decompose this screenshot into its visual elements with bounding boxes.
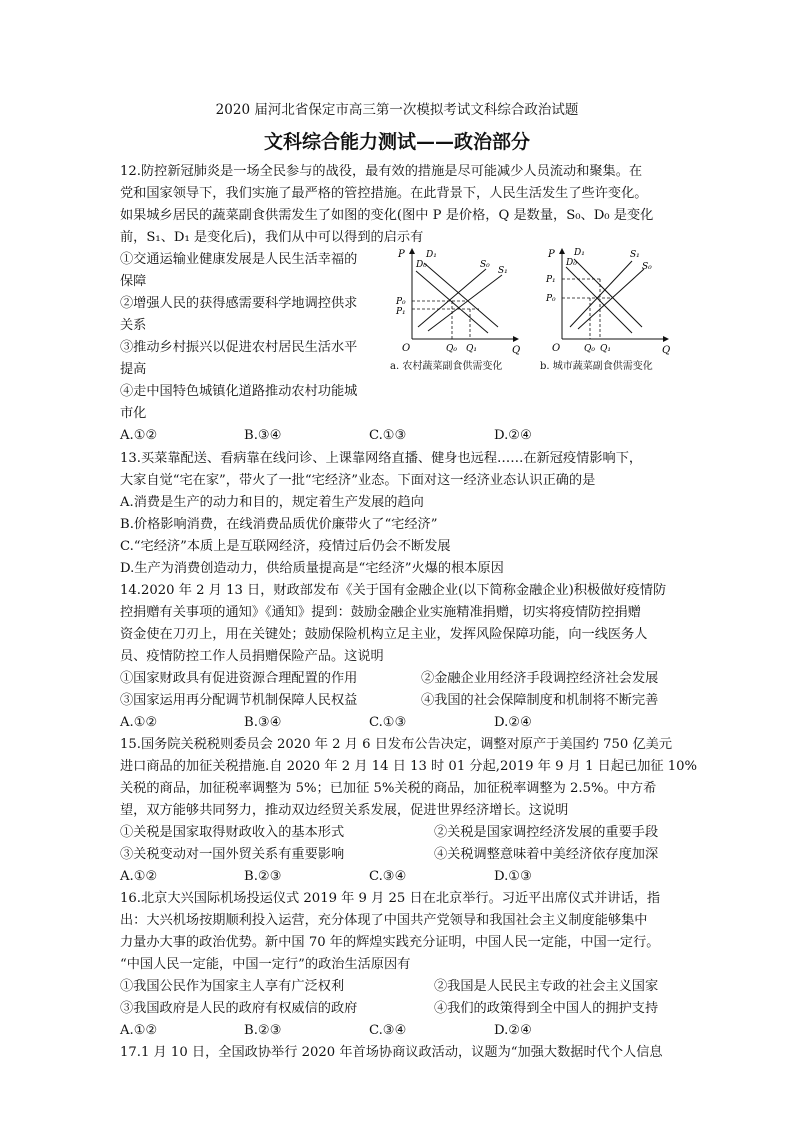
figure-a-q0-label: Q₀ bbox=[446, 344, 457, 354]
q12-statement-3: ③推动乡村振兴以促进农村居民生活水平 bbox=[120, 340, 358, 355]
q14-statement-2: ②金融企业用经济手段调控经济社会发展 bbox=[421, 671, 659, 686]
figure-a-rural-supply-demand bbox=[384, 243, 524, 373]
q16-option-a: A.①② bbox=[120, 1023, 158, 1038]
q15-option-a: A.①② bbox=[120, 869, 158, 884]
q14-statement-1: ①国家财政具有促进资源合理配置的作用 bbox=[120, 671, 358, 686]
q14-stem-line-2: 控捐赠有关事项的通知》《通知》提到：鼓励金融企业实施精准捐赠，切实将疫情防控捐赠 bbox=[120, 605, 641, 620]
figure-a-graph bbox=[384, 243, 524, 355]
q15-stem-line-2: 进口商品的加征关税措施.自 2020 年 2 月 14 日 13 时 01 分起,2019 年 9 月 1 日起已加征 10% bbox=[120, 759, 698, 774]
q12-statement-4-cont: 市化 bbox=[120, 406, 147, 421]
q12-statement-2: ②增强人民的获得感需要科学地调控供求 bbox=[120, 296, 358, 311]
q12-statement-2-cont: 关系 bbox=[120, 318, 147, 333]
figure-a-d1-curve bbox=[424, 263, 498, 327]
q14-option-c: C.①③ bbox=[369, 715, 407, 730]
figure-b-urban-supply-demand bbox=[534, 243, 674, 373]
q16-stem-line-3: 力量办大事的政治优势。新中国 70 年的辉煌实践充分证明，中国人民一定能，中国一定行。 bbox=[120, 935, 660, 950]
exam-title: 2020 届河北省保定市高三第一次模拟考试文科综合政治试题 bbox=[215, 102, 579, 118]
q16-stem-line-2: 出：大兴机场按期顺利投入运营，充分体现了中国共产党领导和我国社会主义制度能够集中 bbox=[120, 913, 648, 928]
q12-option-b: B.③④ bbox=[244, 428, 282, 443]
q14-option-a: A.①② bbox=[120, 715, 158, 730]
q16-option-b: B.②③ bbox=[244, 1023, 282, 1038]
figure-b-s1-label: S₁ bbox=[630, 250, 640, 260]
figure-b-p1-label: P₁ bbox=[546, 275, 556, 285]
q16-stem-line-4: “中国人民一定能，中国一定行”的政治生活原因有 bbox=[120, 957, 411, 972]
figure-b-s1-curve bbox=[570, 261, 632, 327]
q15-option-d: D.①③ bbox=[494, 869, 532, 884]
figure-a-caption: a. 农村蔬菜副食供需变化 bbox=[390, 361, 503, 372]
q14-stem-line-4: 员、疫情防控工作人员捐赠保险产品。这说明 bbox=[120, 649, 384, 664]
q14-statement-4: ④我国的社会保障制度和机制将不断完善 bbox=[421, 693, 659, 708]
figure-b-d0-curve bbox=[566, 267, 632, 333]
supply-demand-figures bbox=[384, 243, 674, 373]
figure-b-p0-label: P₀ bbox=[546, 294, 556, 304]
q12-option-d: D.②④ bbox=[494, 428, 532, 443]
figure-a-p0-label: P₀ bbox=[396, 297, 406, 307]
q15-statement-3: ③关税变动对一国外贸关系有重要影响 bbox=[120, 847, 345, 862]
q15-stem-line-4: 望，双方能够共同努力，推动双边经贸关系发展，促进世界经济增长。这说明 bbox=[120, 803, 569, 818]
q12-stem-line-3: 如果城乡居民的蔬菜副食供需发生了如图的变化(图中 P 是价格，Q 是数量，S₀、D₀ 是变化 bbox=[120, 208, 654, 223]
q12-stem-line-2: 党和国家领导下，我们实施了最严格的管控措施。在此背景下，人民生活发生了些许变化。 bbox=[120, 186, 648, 201]
figure-a-origin-label: O bbox=[402, 343, 411, 354]
figure-b-q1-label: Q₁ bbox=[600, 344, 611, 354]
figure-b-graph bbox=[534, 243, 674, 355]
q12-statement-1: ①交通运输业健康发展是人民生活幸福的 bbox=[120, 252, 358, 267]
q12-stem-line-4: 前，S₁、D₁ 是变化后)，我们从中可以得到的启示有 bbox=[120, 230, 424, 245]
figure-b-origin-label: O bbox=[552, 343, 561, 354]
figure-a-p1-label: P₁ bbox=[396, 307, 406, 317]
q16-statement-2: ②我国是人民民主专政的社会主义国家 bbox=[434, 979, 659, 994]
q12-option-c: C.①③ bbox=[369, 428, 407, 443]
figure-a-s0-label: S₀ bbox=[480, 260, 490, 270]
figure-b-d1-curve bbox=[574, 259, 642, 327]
figure-b-d1-label: D₁ bbox=[574, 248, 585, 258]
q15-statement-1: ①关税是国家取得财政收入的基本形式 bbox=[120, 825, 345, 840]
figure-b-d0-label: D₀ bbox=[566, 258, 577, 268]
figure-b-caption: b. 城市蔬菜副食供需变化 bbox=[540, 361, 653, 372]
q15-option-c: C.③④ bbox=[369, 869, 407, 884]
q14-option-b: B.③④ bbox=[244, 715, 282, 730]
q16-statement-1: ①我国公民作为国家主人享有广泛权利 bbox=[120, 979, 345, 994]
figure-b-q0-label: Q₀ bbox=[584, 344, 595, 354]
q14-option-d: D.②④ bbox=[494, 715, 532, 730]
q13-choice-d: D.生产为消费创造动力，供给质量提高是“宅经济”火爆的根本原因 bbox=[120, 561, 504, 576]
figure-a-p-label: P bbox=[398, 249, 405, 260]
q16-option-d: D.②④ bbox=[494, 1023, 532, 1038]
figure-a-q-label: Q bbox=[512, 345, 521, 355]
section-title: 文科综合能力测试——政治部分 bbox=[263, 131, 530, 153]
q15-stem-line-1: 15.国务院关税税则委员会 2020 年 2 月 6 日发布公告决定，调整对原产于美国约 750 亿美元 bbox=[120, 737, 673, 752]
figure-a-s1-curve bbox=[428, 275, 502, 331]
q12-statement-4: ④走中国特色城镇化道路推动农村功能城 bbox=[120, 384, 358, 399]
q12-statement-3-cont: 提高 bbox=[120, 362, 147, 377]
figure-a-q1-label: Q₁ bbox=[466, 344, 477, 354]
q13-stem-line-1: 13.买菜靠配送、看病靠在线问诊、上课靠网络直播、健身也远程……在新冠疫情影响下， bbox=[120, 451, 643, 466]
figure-b-s0-curve bbox=[578, 269, 644, 329]
q12-option-a: A.①② bbox=[120, 428, 158, 443]
figure-a-d0-label: D₀ bbox=[416, 260, 427, 270]
q14-statement-3: ③国家运用再分配调节机制保障人民权益 bbox=[120, 693, 358, 708]
q16-option-c: C.③④ bbox=[369, 1023, 407, 1038]
q16-stem-line-1: 16.北京大兴国际机场投运仪式 2019 年 9 月 25 日在北京举行。习近平出席仪式并讲话，指 bbox=[120, 891, 661, 906]
q12-stem-line-1: 12.防控新冠肺炎是一场全民参与的战役，最有效的措施是尽可能减少人员流动和聚集。在 bbox=[120, 164, 643, 179]
figure-b-s0-label: S₀ bbox=[642, 262, 652, 272]
q17-stem-line-1: 17.1 月 10 日，全国政协举行 2020 年首场协商议政活动，议题为“加强大数据时代个人信息 bbox=[120, 1045, 663, 1060]
q13-choice-a: A.消费是生产的动力和目的，规定着生产发展的趋向 bbox=[120, 495, 424, 510]
q15-statement-4: ④关税调整意味着中美经济依存度加深 bbox=[434, 847, 659, 862]
q13-stem-line-2: 大家自觉“宅在家”，带火了一批“宅经济”业态。下面对这一经济业态认识正确的是 bbox=[120, 473, 596, 488]
q13-choice-b: B.价格影响消费，在线消费品质优价廉带火了“宅经济” bbox=[120, 517, 438, 532]
q16-statement-3: ③我国政府是人民的政府有权威信的政府 bbox=[120, 1001, 358, 1016]
q15-statement-2: ②关税是国家调控经济发展的重要手段 bbox=[434, 825, 659, 840]
q15-option-b: B.②③ bbox=[244, 869, 282, 884]
q14-stem-line-1: 14.2020 年 2 月 13 日，财政部发布《关于国有金融企业(以下简称金融企业)积极做好疫情防 bbox=[120, 583, 667, 598]
q13-choice-c: C.“宅经济”本质上是互联网经济，疫情过后仍会不断发展 bbox=[120, 539, 451, 554]
q15-stem-line-3: 关税的商品，加征税率调整为 5%；已加征 5%关税的商品，加征税率调整为 2.5%。中方希 bbox=[120, 781, 657, 796]
figure-a-d1-label: D₁ bbox=[426, 250, 437, 260]
q12-statement-1-cont: 保障 bbox=[120, 274, 147, 289]
figure-b-p-label: P bbox=[548, 249, 555, 260]
q16-statement-4: ④我们的政策得到全中国人的拥护支持 bbox=[434, 1001, 659, 1016]
q14-stem-line-3: 资金使在刀刃上，用在关键处；鼓励保险机构立足主业，发挥风险保障功能，向一线医务人 bbox=[120, 627, 648, 642]
figure-b-q-label: Q bbox=[662, 345, 671, 355]
figure-a-s1-label: S₁ bbox=[498, 266, 508, 276]
